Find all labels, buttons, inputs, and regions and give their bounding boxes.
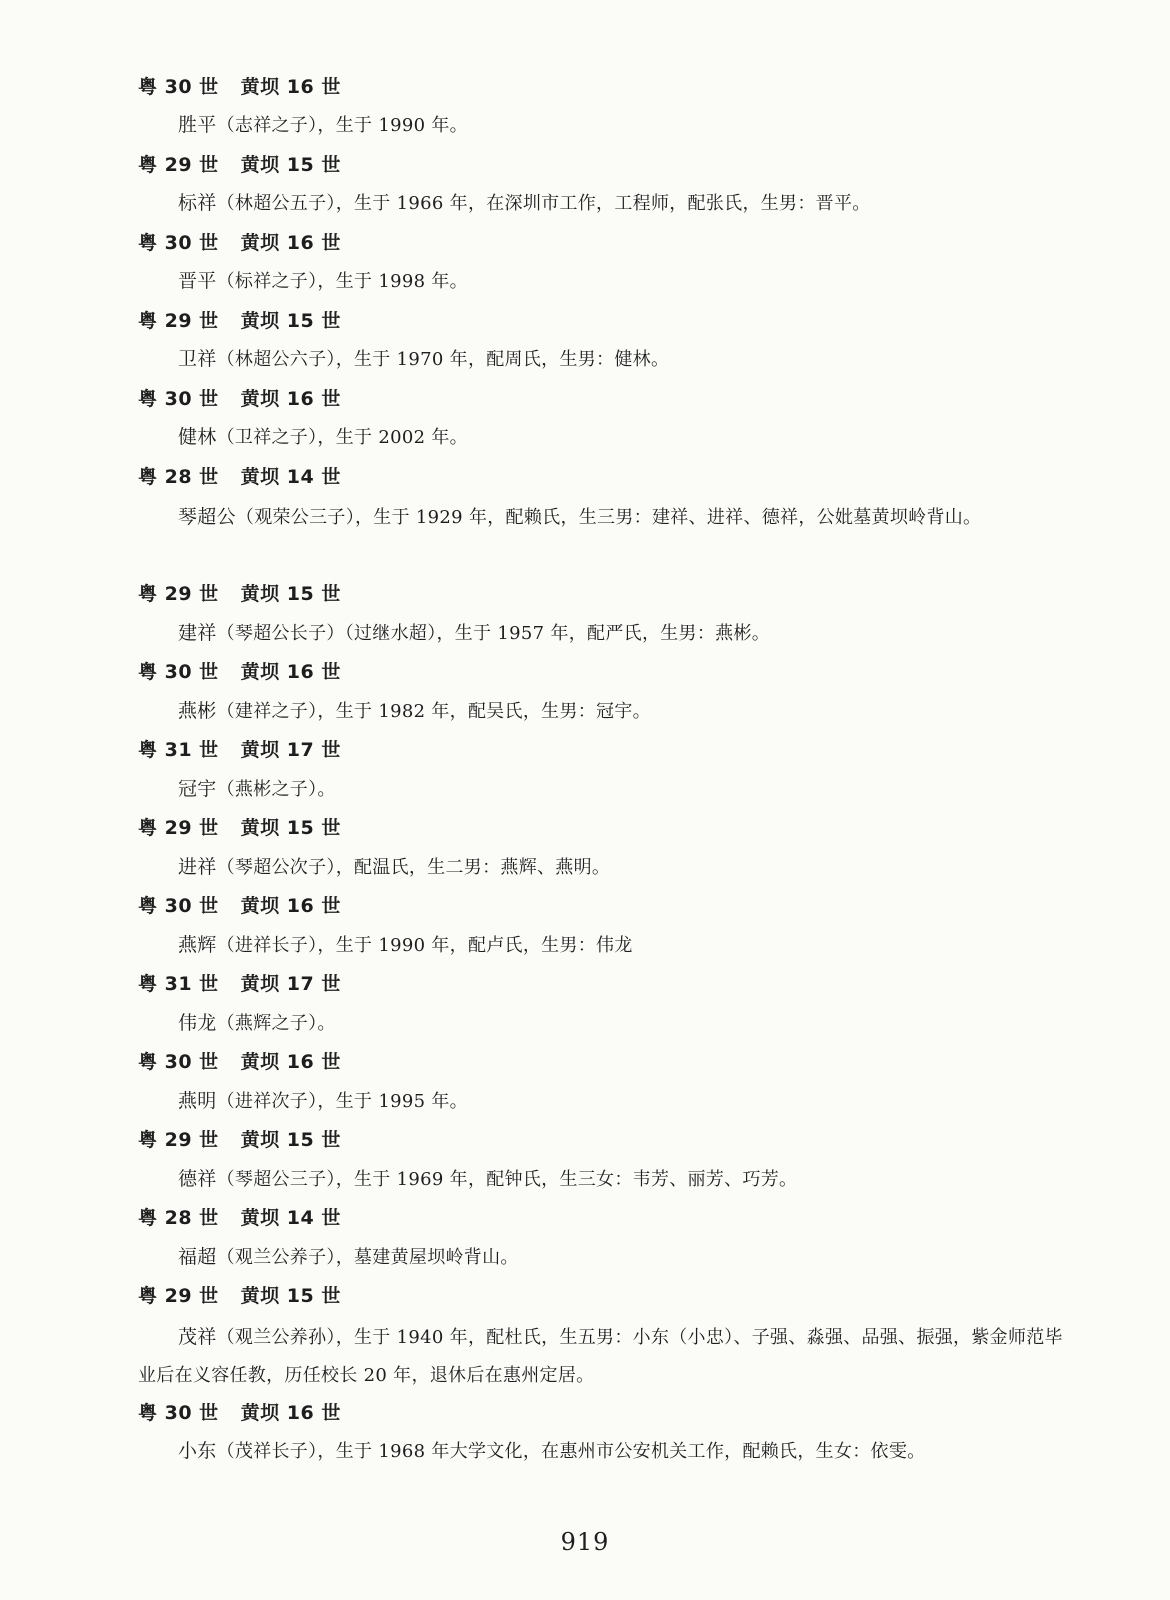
person-entry [138, 926, 1068, 965]
person-description: （标祥之子），生于 1998 年。 [216, 271, 468, 292]
person-name: 冠宇 [178, 778, 217, 800]
yue-generation: 粤 30 世 [138, 232, 219, 254]
generation-heading [138, 72, 341, 99]
generation-heading [138, 1047, 341, 1074]
person-description: （志祥之子），生于 1990 年。 [216, 115, 468, 136]
generation-heading [138, 969, 341, 996]
person-name: 德祥 [178, 1168, 217, 1190]
person-entry [138, 848, 1068, 887]
generation-heading [138, 891, 341, 918]
person-entry [138, 692, 1068, 731]
huangba-generation: 黄坝 16 世 [240, 388, 341, 410]
person-description: （卫祥之子），生于 2002 年。 [216, 427, 468, 448]
person-name: 健林 [178, 426, 217, 448]
person-name: 伟龙 [178, 1012, 217, 1034]
generation-heading [138, 462, 341, 489]
huangba-generation: 黄坝 15 世 [240, 817, 341, 839]
person-description: （观荣公三子），生于 1929 年，配赖氏，生三男：建祥、进祥、德祥，公妣墓黄坝岭背山。 [235, 507, 982, 528]
person-entry [138, 1318, 1068, 1395]
huangba-generation: 黄坝 17 世 [240, 973, 341, 995]
huangba-generation: 黄坝 16 世 [240, 1051, 341, 1073]
person-name: 福超 [178, 1246, 217, 1268]
huangba-generation: 黄坝 15 世 [240, 154, 341, 176]
yue-generation: 粤 29 世 [138, 154, 219, 176]
person-entry [138, 262, 1068, 301]
person-entry [138, 106, 1068, 145]
huangba-generation: 黄坝 15 世 [240, 1285, 341, 1307]
huangba-generation: 黄坝 16 世 [240, 895, 341, 917]
yue-generation: 粤 30 世 [138, 388, 219, 410]
page-number: 919 [560, 1528, 610, 1556]
generation-heading [138, 1203, 341, 1230]
person-entry [138, 418, 1068, 457]
person-entry [138, 770, 1068, 809]
person-name: 燕辉 [178, 934, 217, 956]
person-name: 小东 [178, 1440, 217, 1462]
person-name: 标祥 [178, 192, 217, 214]
person-entry [138, 1082, 1068, 1121]
person-description: （琴超公长子）（过继水超），生于 1957 年，配严氏，生男：燕彬。 [216, 623, 771, 644]
person-name: 晋平 [178, 270, 217, 292]
person-description: （观兰公养子），墓建黄屋坝岭背山。 [216, 1247, 519, 1268]
generation-heading [138, 813, 341, 840]
yue-generation: 粤 29 世 [138, 817, 219, 839]
yue-generation: 粤 29 世 [138, 310, 219, 332]
huangba-generation: 黄坝 15 世 [240, 310, 341, 332]
person-description: （琴超公次子），配温氏，生二男：燕辉、燕明。 [216, 857, 611, 878]
yue-generation: 粤 30 世 [138, 895, 219, 917]
person-description: （观兰公养孙），生于 1940 年，配杜氏，生五男：小东（小忠）、子强、淼强、品强、振强，紫金师范毕业后在义容任教，历任校长 20 年，退休后在惠州定居。 [138, 1327, 1063, 1386]
huangba-generation: 黄坝 16 世 [240, 661, 341, 683]
generation-heading [138, 1398, 341, 1425]
yue-generation: 粤 28 世 [138, 466, 219, 488]
person-name: 燕彬 [178, 700, 217, 722]
huangba-generation: 黄坝 16 世 [240, 76, 341, 98]
person-entry [138, 1004, 1068, 1043]
generation-heading [138, 657, 341, 684]
yue-generation: 粤 30 世 [138, 1402, 219, 1424]
huangba-generation: 黄坝 15 世 [240, 1129, 341, 1151]
person-description: （燕彬之子）。 [216, 779, 336, 800]
yue-generation: 粤 28 世 [138, 1207, 219, 1229]
person-entry [138, 184, 1068, 223]
yue-generation: 粤 31 世 [138, 739, 219, 761]
huangba-generation: 黄坝 15 世 [240, 583, 341, 605]
person-description: （燕辉之子）。 [216, 1013, 336, 1034]
person-name: 茂祥 [178, 1326, 217, 1348]
person-entry [138, 614, 1068, 653]
huangba-generation: 黄坝 17 世 [240, 739, 341, 761]
person-description: （茂祥长子），生于 1968 年大学文化，在惠州市公安机关工作，配赖氏，生女：依雯。 [216, 1441, 926, 1462]
generation-heading [138, 579, 341, 606]
yue-generation: 粤 29 世 [138, 1285, 219, 1307]
person-entry [138, 1238, 1068, 1277]
person-entry [138, 340, 1068, 379]
huangba-generation: 黄坝 14 世 [240, 1207, 341, 1229]
yue-generation: 粤 31 世 [138, 973, 219, 995]
person-name: 燕明 [178, 1090, 217, 1112]
yue-generation: 粤 29 世 [138, 583, 219, 605]
person-name: 进祥 [178, 856, 217, 878]
person-description: （进祥长子），生于 1990 年，配卢氏，生男：伟龙 [216, 935, 633, 956]
generation-heading [138, 735, 341, 762]
person-description: （建祥之子），生于 1982 年，配吴氏，生男：冠宇。 [216, 701, 651, 722]
person-entry [138, 1160, 1068, 1199]
generation-heading [138, 228, 341, 255]
person-description: （林超公六子），生于 1970 年，配周氏，生男：健林。 [216, 349, 670, 370]
person-description: （林超公五子），生于 1966 年，在深圳市工作，工程师，配张氏，生男：晋平。 [216, 193, 871, 214]
huangba-generation: 黄坝 16 世 [240, 1402, 341, 1424]
person-description: （琴超公三子），生于 1969 年，配钟氏，生三女：韦芳、丽芳、巧芳。 [216, 1169, 798, 1190]
yue-generation: 粤 30 世 [138, 661, 219, 683]
generation-heading [138, 1125, 341, 1152]
person-name: 琴超公 [178, 506, 236, 528]
yue-generation: 粤 30 世 [138, 1051, 219, 1073]
generation-heading [138, 1281, 341, 1308]
person-name: 卫祥 [178, 348, 217, 370]
yue-generation: 粤 29 世 [138, 1129, 219, 1151]
person-entry [138, 1432, 1068, 1471]
generation-heading [138, 150, 341, 177]
person-name: 胜平 [178, 114, 217, 136]
generation-heading [138, 384, 341, 411]
yue-generation: 粤 30 世 [138, 76, 219, 98]
person-description: （进祥次子），生于 1995 年。 [216, 1091, 468, 1112]
person-name: 建祥 [178, 622, 217, 644]
huangba-generation: 黄坝 14 世 [240, 466, 341, 488]
huangba-generation: 黄坝 16 世 [240, 232, 341, 254]
generation-heading [138, 306, 341, 333]
person-entry [138, 498, 1068, 537]
